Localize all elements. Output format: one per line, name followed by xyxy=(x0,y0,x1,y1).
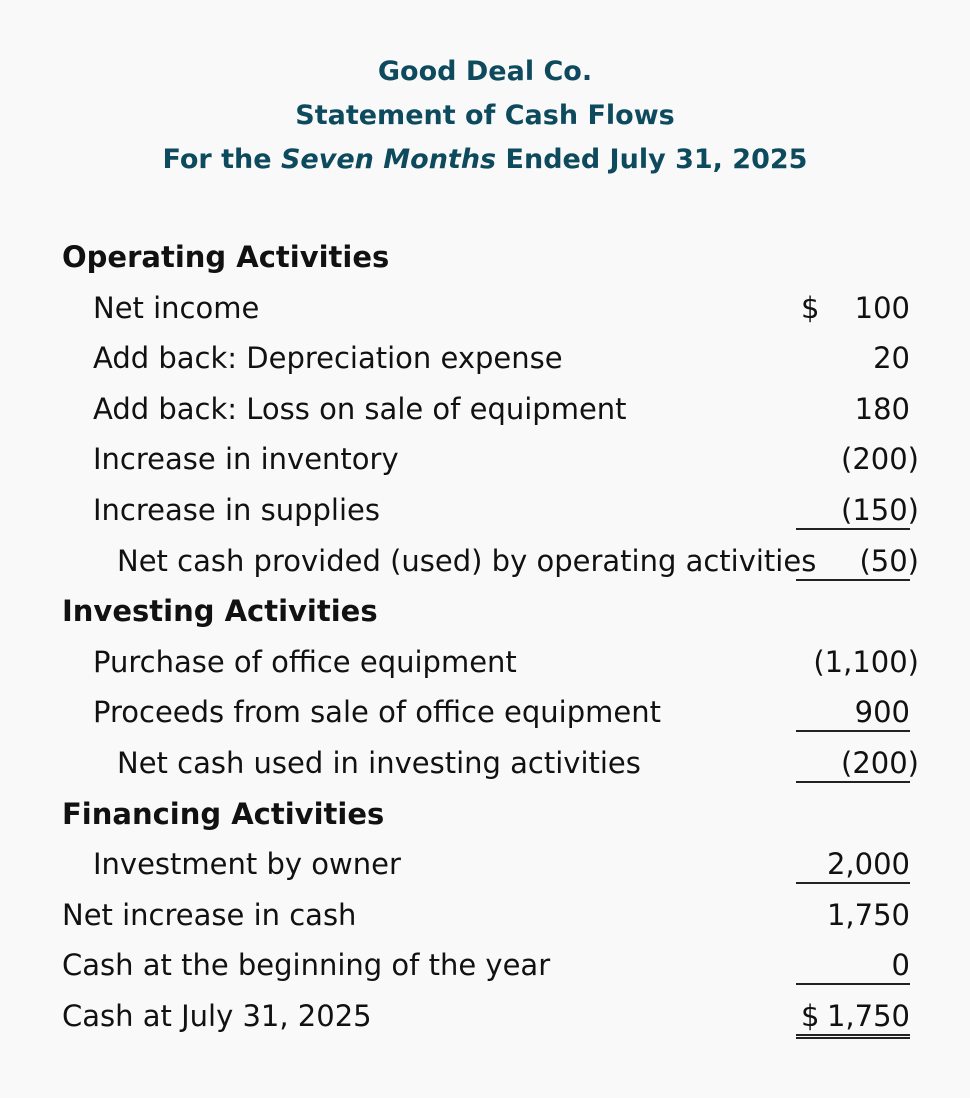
line-item-row xyxy=(62,843,922,894)
summary-label: Cash at the beginning of the year xyxy=(62,948,551,983)
summary-row xyxy=(62,944,922,995)
amount-value: 1,750 xyxy=(826,897,910,932)
amount-value: 100 xyxy=(854,290,910,325)
amount-value: (50) xyxy=(859,543,919,578)
section-heading-row xyxy=(62,590,922,641)
total-label: Cash at July 31, 2025 xyxy=(62,998,372,1033)
total-amount xyxy=(796,998,910,1039)
line-label: Proceeds from sale of office equipment xyxy=(93,695,661,730)
line-amount xyxy=(796,644,919,680)
subtotal-amount xyxy=(796,745,919,783)
line-amount xyxy=(796,290,910,326)
line-item-row xyxy=(62,691,922,742)
subtotal-row xyxy=(62,540,922,591)
line-item-row xyxy=(62,438,922,489)
line-amount xyxy=(796,492,919,530)
statement-header xyxy=(0,53,970,185)
amount-value: (1,100) xyxy=(813,644,919,679)
company-name: Good Deal Co. xyxy=(377,56,593,87)
subtotal-label: Net cash provided (used) by operating activities xyxy=(117,543,817,578)
line-label: Increase in supplies xyxy=(93,492,380,527)
amount-value: (150) xyxy=(841,492,919,527)
line-amount xyxy=(796,846,910,884)
line-label: Investment by owner xyxy=(93,847,401,882)
line-item-row xyxy=(62,641,922,692)
summary-amount xyxy=(796,897,910,933)
amount-value: 1,750 xyxy=(826,998,910,1033)
section-heading-investing: Investing Activities xyxy=(62,594,378,629)
subtotal-row xyxy=(62,742,922,793)
section-heading-row xyxy=(62,793,922,844)
total-row xyxy=(62,995,922,1046)
statement-period xyxy=(0,141,970,185)
line-amount xyxy=(796,694,910,732)
section-heading-operating: Operating Activities xyxy=(62,240,390,274)
currency-symbol: $ xyxy=(801,290,820,325)
line-amount xyxy=(796,441,919,477)
summary-label: Net increase in cash xyxy=(62,897,357,932)
line-item-row xyxy=(62,287,922,338)
amount-value: (200) xyxy=(841,442,919,477)
line-amount xyxy=(796,391,910,427)
amount-value: 900 xyxy=(854,695,910,730)
line-label: Add back: Depreciation expense xyxy=(93,341,563,376)
section-heading-row xyxy=(62,236,922,287)
summary-amount xyxy=(796,947,910,985)
line-item-row xyxy=(62,337,922,388)
line-label: Add back: Loss on sale of equipment xyxy=(93,391,627,426)
amount-value: 0 xyxy=(891,948,910,983)
line-label: Purchase of office equipment xyxy=(93,644,517,679)
amount-value: 20 xyxy=(873,341,910,376)
line-amount xyxy=(796,340,910,376)
amount-value: (200) xyxy=(841,745,919,780)
subtotal-amount xyxy=(796,543,919,581)
amount-value: 2,000 xyxy=(826,847,910,882)
period-prefix: For the xyxy=(162,144,281,175)
currency-symbol: $ xyxy=(801,998,820,1033)
line-item-row xyxy=(62,388,922,439)
section-heading-financing: Financing Activities xyxy=(62,796,385,831)
statement-title: Statement of Cash Flows xyxy=(295,100,675,131)
line-item-row xyxy=(62,489,922,540)
subtotal-label: Net cash used in investing activities xyxy=(117,745,641,780)
cash-flow-table xyxy=(62,236,922,1046)
amount-value: 180 xyxy=(854,391,910,426)
period-suffix: Ended July 31, 2025 xyxy=(496,144,808,175)
line-label: Net income xyxy=(93,290,260,325)
summary-row xyxy=(62,894,922,945)
period-emphasis: Seven Months xyxy=(280,144,497,175)
line-label: Increase in inventory xyxy=(93,442,399,477)
